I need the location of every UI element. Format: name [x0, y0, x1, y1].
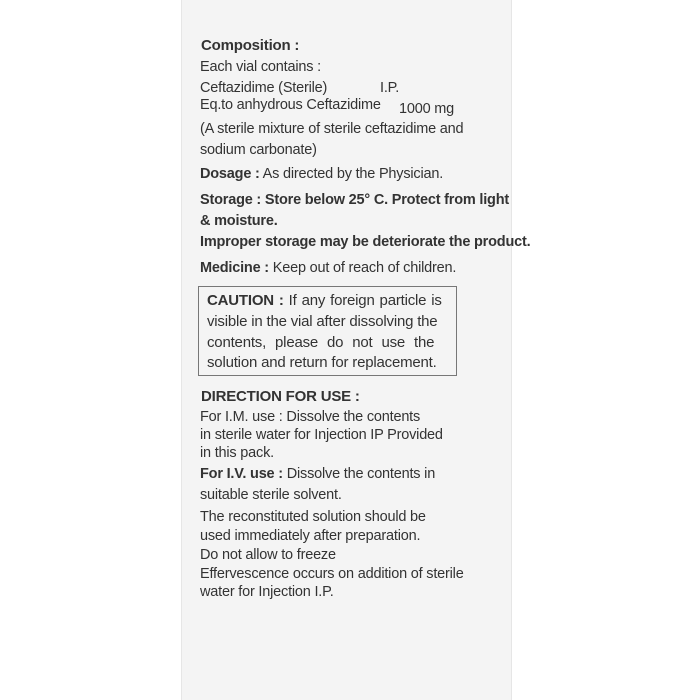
caution-line-4: solution and return for replacement. [207, 354, 437, 371]
dosage-text: As directed by the Physician. [262, 166, 444, 182]
each-vial-text: Each vial contains : [200, 59, 321, 75]
dosage-line [200, 166, 443, 182]
pharmacopoeia-standard: I.P. [380, 80, 400, 96]
reconstituted-line-1: The reconstituted solution should be [200, 509, 426, 525]
caution-line-1-text: If any foreign particle is [288, 292, 442, 309]
mixture-line-2: sodium carbonate) [200, 142, 317, 158]
storage-line-2: & moisture. [200, 213, 278, 229]
medicine-text: Keep out of reach of children. [272, 260, 457, 276]
mixture-line-1: (A sterile mixture of sterile ceftazidime and [200, 121, 464, 137]
medicine-label: Medicine : [200, 260, 269, 276]
dose-strength: 1000 mg [399, 101, 455, 117]
equivalent-text: Eq.to anhydrous Ceftazidime [200, 97, 381, 113]
storage-line-1: Storage : Store below 25° C. Protect from light [200, 192, 509, 208]
caution-label: CAUTION : [207, 292, 284, 309]
medicine-line [200, 260, 456, 276]
storage-warning: Improper storage may be deteriorate the product. [200, 234, 531, 250]
iv-use-text: Dissolve the contents in [286, 466, 436, 482]
iv-use-label: For I.V. use : [200, 466, 283, 482]
reconstituted-line-2: used immediately after preparation. [200, 528, 421, 544]
effervescence-line-2: water for Injection I.P. [200, 584, 334, 600]
iv-use-line-1 [200, 466, 435, 482]
dosage-label: Dosage : [200, 166, 260, 182]
caution-line-1 [207, 293, 442, 309]
im-use-line-1: For I.M. use : Dissolve the contents [200, 409, 421, 425]
im-use-line-2: in sterile water for Injection IP Provided [200, 427, 443, 443]
caution-line-2: visible in the vial after dissolving the [207, 313, 438, 330]
composition-heading: Composition : [201, 37, 300, 54]
freeze-warning: Do not allow to freeze [200, 547, 336, 563]
drug-name: Ceftazidime (Sterile) [200, 80, 328, 96]
im-use-line-3: in this pack. [200, 445, 274, 461]
direction-heading: DIRECTION FOR USE : [201, 388, 360, 405]
iv-use-line-2: suitable sterile solvent. [200, 487, 342, 503]
caution-line-3: contents, please do not use the [207, 334, 435, 351]
effervescence-line-1: Effervescence occurs on addition of sterile [200, 566, 464, 582]
